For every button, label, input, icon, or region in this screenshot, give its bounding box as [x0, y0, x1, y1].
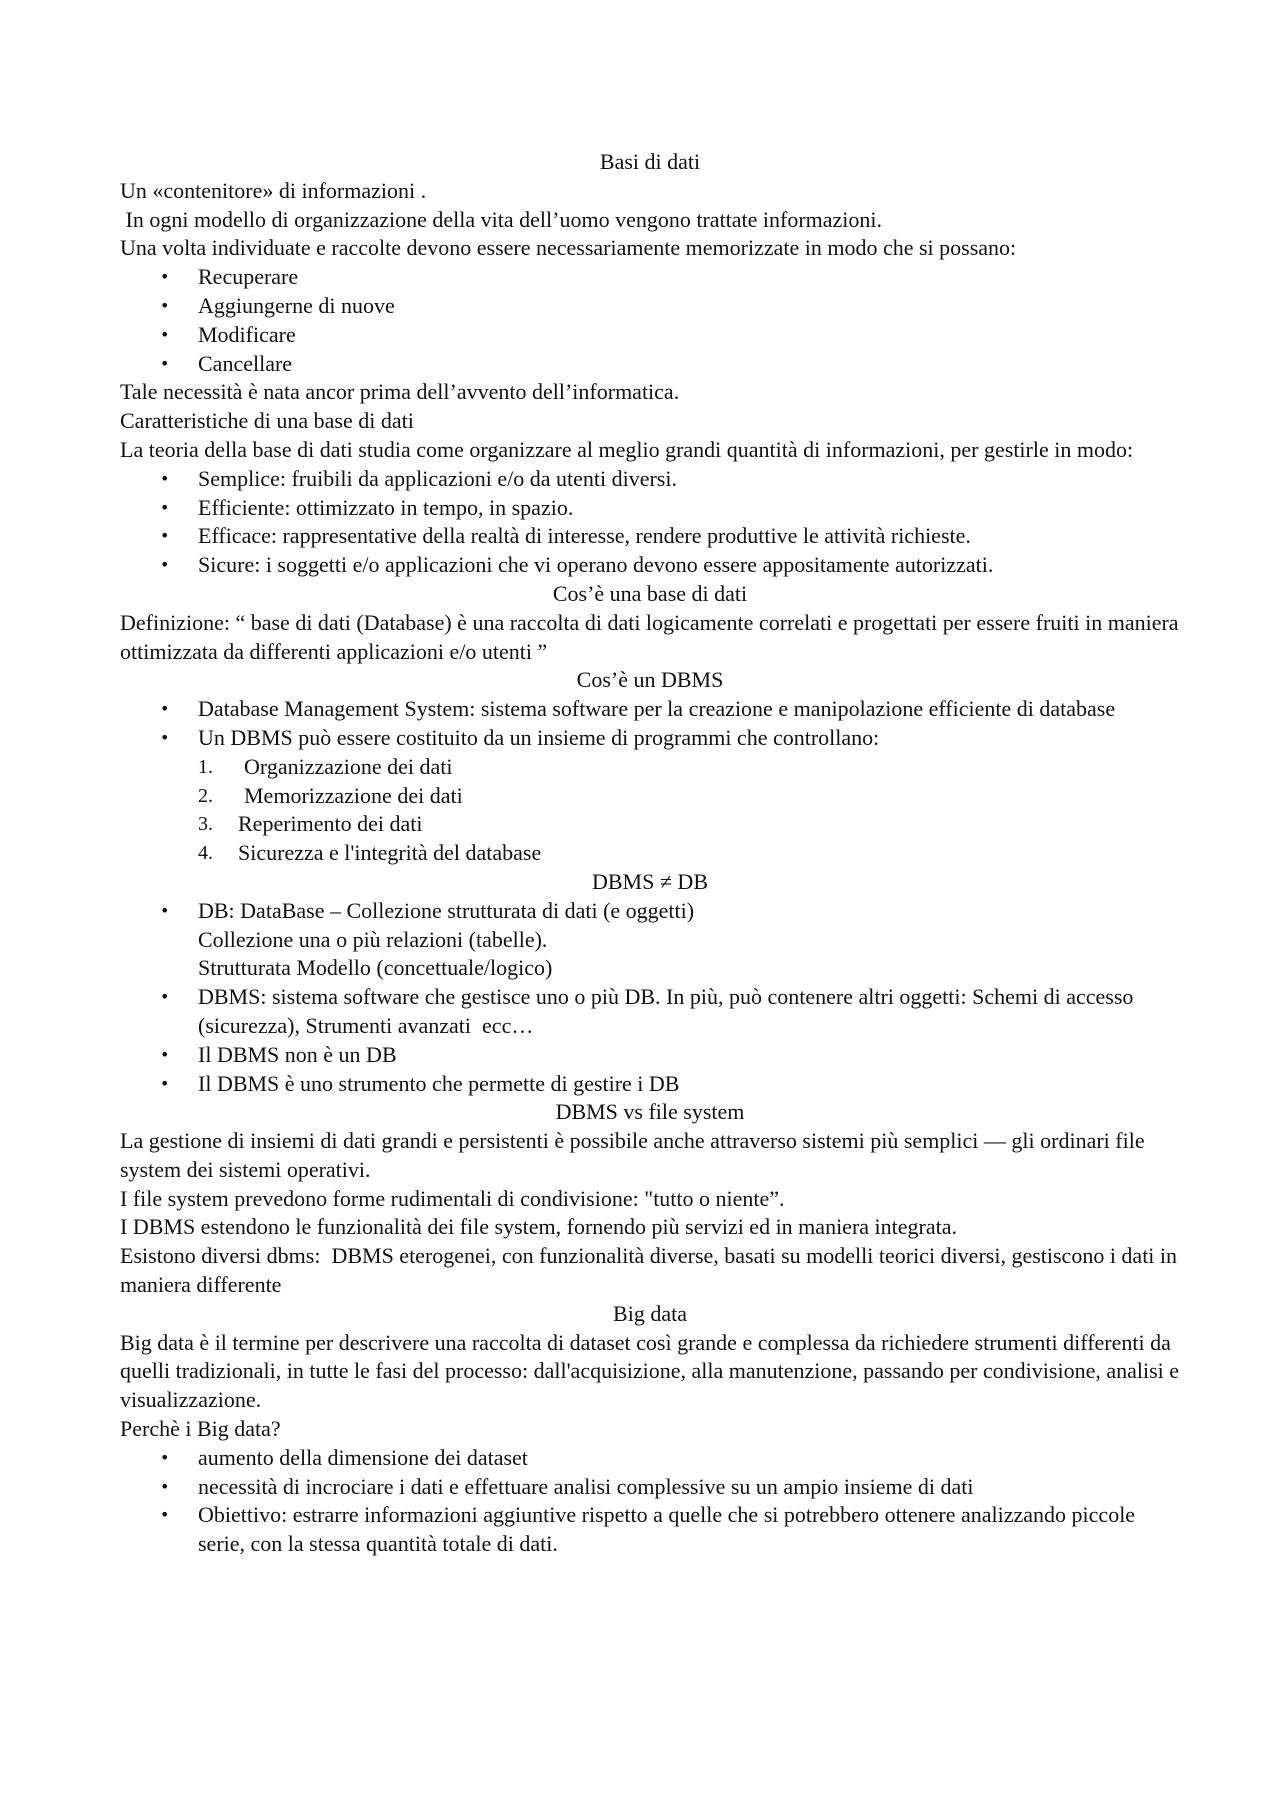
numbered-item	[198, 753, 1180, 782]
list-item: • Aggiungerne di nuove	[120, 292, 1180, 321]
bigdata-list	[120, 1444, 1180, 1559]
list-item: • Il DBMS è uno strumento che permette di gestire i DB	[120, 1070, 1180, 1099]
paragraph: Esistono diversi dbms: DBMS eterogenei, con funzionalità diverse, basati su modelli teorici diversi, gestiscono i dati in maniera differente	[120, 1243, 1183, 1298]
numbered-list	[198, 753, 1180, 868]
list-item-line: Strutturata Modello (concettuale/logico)	[198, 955, 553, 981]
list-item-text: Un DBMS può essere costituito da un insieme di programmi che controllano:	[198, 724, 880, 750]
list-item: • Modificare	[120, 321, 1180, 350]
characteristics-list	[120, 465, 1180, 580]
list-item: • Database Management System: sistema software per la creazione e manipolazione efficiente di database	[120, 695, 1180, 724]
paragraph: Big data è il termine per descrivere una raccolta di dataset così grande e complessa da richiedere strumenti differenti da quelli tradizionali, in tutte le fasi del processo: dall'acquisizione, alla manutenzione, passando per condivisione, analisi e visualizzazione.	[120, 1329, 1180, 1413]
list-item: • aumento della dimensione dei dataset	[120, 1444, 1180, 1473]
numbered-item	[198, 839, 1180, 868]
item-number: 4.	[198, 842, 213, 865]
item-number: 2.	[198, 784, 213, 807]
operations-list	[120, 263, 1180, 378]
list-item: • Il DBMS non è un DB	[120, 1041, 1180, 1070]
document-page	[120, 148, 1183, 1559]
numbered-item	[198, 782, 1180, 811]
list-item	[120, 897, 1180, 983]
list-item: • Efficace: rappresentative della realtà di interesse, rendere produttive le attività richieste.	[120, 522, 1180, 551]
list-item: • necessità di incrociare i dati e effettuare analisi complessive su un ampio insieme di dati	[120, 1473, 1180, 1502]
paragraph: Definizione: “ base di dati (Database) è una raccolta di dati logicamente correlati e progettati per essere fruiti in maniera ottimizzata da differenti applicazioni e/o utenti ”	[120, 609, 1179, 664]
section-heading: DBMS vs file system	[555, 1099, 745, 1125]
item-number: 3.	[198, 813, 213, 836]
list-item: • Cancellare	[120, 350, 1180, 379]
item-number: 1.	[198, 755, 213, 778]
intro-line: Una volta individuate e raccolte devono essere necessariamente memorizzate in modo che si possano:	[120, 235, 1017, 261]
list-item: • Efficiente: ottimizzato in tempo, in spazio.	[120, 494, 1180, 523]
item-text: Memorizzazione dei dati	[244, 782, 463, 808]
section-heading: Big data	[613, 1300, 687, 1326]
item-text: Reperimento dei dati	[238, 811, 423, 837]
dbms-list	[120, 695, 1180, 868]
paragraph: I file system prevedono forme rudimentali di condivisione: "tutto o niente”.	[120, 1185, 785, 1211]
item-text: Sicurezza e l'integrità del database	[238, 840, 542, 866]
paragraph: Tale necessità è nata ancor prima dell’avvento dell’informatica.	[120, 379, 680, 405]
list-item: • Obiettivo: estrarre informazioni aggiuntive rispetto a quelle che si potrebbero ottenere analizzando piccole serie, con la stessa quantità totale di dati.	[120, 1501, 1180, 1559]
paragraph: Perchè i Big data?	[120, 1416, 281, 1442]
dbms-vs-db-list	[120, 897, 1180, 1099]
item-text: Organizzazione dei dati	[244, 753, 453, 779]
list-item-line: Collezione una o più relazioni (tabelle).	[198, 926, 548, 952]
section-heading: Caratteristiche di una base di dati	[120, 408, 414, 434]
list-item: • DBMS: sistema software che gestisce uno o più DB. In più, può contenere altri oggetti: Schemi di accesso (sicurezza), Strumenti avanzati ecc…	[120, 983, 1180, 1041]
document-title: Basi di dati	[599, 149, 701, 174]
section-heading: Cos’è una base di dati	[552, 580, 748, 606]
list-item	[120, 724, 1180, 868]
paragraph: I DBMS estendono le funzionalità dei file system, fornendo più servizi ed in maniera integrata.	[120, 1214, 957, 1240]
section-heading: DBMS ≠ DB	[592, 868, 708, 894]
paragraph: La gestione di insiemi di dati grandi e persistenti è possibile anche attraverso sistemi più semplici — gli ordinari file system dei sistemi operativi.	[120, 1128, 1145, 1182]
intro-line: In ogni modello di organizzazione della vita dell’uomo vengono trattate informazioni.	[120, 206, 883, 232]
intro-line: Un «contenitore» di informazioni .	[120, 177, 427, 203]
list-item: • Sicure: i soggetti e/o applicazioni che vi operano devono essere appositamente autorizzati.	[120, 551, 1180, 580]
list-item-line: • DB: DataBase – Collezione strutturata di dati (e oggetti)	[198, 897, 695, 923]
numbered-item	[198, 810, 1180, 839]
paragraph: La teoria della base di dati studia come organizzare al meglio grandi quantità di informazioni, per gestirle in modo:	[120, 436, 1134, 462]
list-item: • Semplice: fruibili da applicazioni e/o da utenti diversi.	[120, 465, 1180, 494]
list-item: • Recuperare	[120, 263, 1180, 292]
section-heading: Cos’è un DBMS	[576, 667, 724, 693]
